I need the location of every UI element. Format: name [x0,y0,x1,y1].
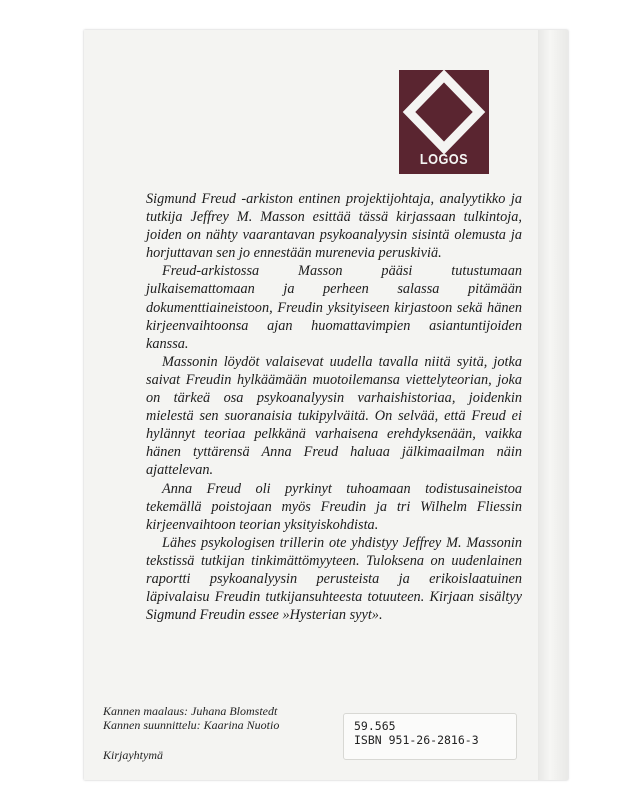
isbn-number: ISBN 951-26-2816-3 [354,733,479,747]
painting-credit: Kannen maalaus: Juhana Blomstedt [103,704,278,718]
logos-logo [399,70,489,174]
isbn-sticker [343,713,517,760]
classification-number: 59.565 [354,719,396,733]
cover-credits [103,704,279,732]
paragraph: Anna Freud oli pyrkinyt tuhoamaan todistusaineistoa tekemällä poistojaan myös Freudin ja tri Wilhelm Fliessin kirjeenvaihtoon teorian yksityiskohdista. [146,480,522,533]
paragraph: Freud-arkistossa Masson pääsi tutustumaan julkaisemattomaan ja perheen salassa pitämään dokumenttiaineistoon, Freudin yksityiseen kirjastoon sekä hänen kirjeenvaihtoonsa ajan huomattavimpien asiantuntijoiden kanssa. [146,263,522,352]
paragraph: Massonin löydöt valaisevat uudella tavalla niitä syitä, jotka saivat Freudin hylkäämään muotoilemansa viettelyteorian, joka on tärkeä osa psykoanalyysin varhaishistoriaa, joidenkin mielestä sen suoranaisia tukipylväitä. On selvää, että Freud ei hylännyt teoriaa pelkkänä varhaisena erehdyksenään, vaikka hänen tyttärensä Anna Freud haluaa jälkimaailman näin ajattelevan. [146,353,522,479]
spine-edge [538,30,568,780]
blurb-text [146,190,522,624]
paragraph: Sigmund Freud -arkiston entinen projektijohtaja, analyytikko ja tutkija Jeffrey M. Masson esittää tässä kirjassaan tulkintoja, joiden on nähty vaarantavan psykoanalyysin sisintä olemusta ja horjuttavan sen jo ennestään murenevia peruskiviä. [146,191,522,262]
paragraph: Lähes psykologisen trillerin ote yhdistyy Jeffrey M. Massonin tekstissä tutkijan tinkimättömyyteen. Tuloksena on uudenlainen raportti psykoanalyysin perusteista ja erikoislaatuinen läpivalaisu Freudin tutkijansuhteesta totuuteen. Kirjaan sisältyy Sigmund Freudin essee »Hysterian syyt». [146,534,522,624]
publisher-name: Kirjayhtymä [103,748,163,762]
logo-text: LOGOS [419,151,469,168]
design-credit: Kannen suunnittelu: Kaarina Nuotio [103,718,280,732]
